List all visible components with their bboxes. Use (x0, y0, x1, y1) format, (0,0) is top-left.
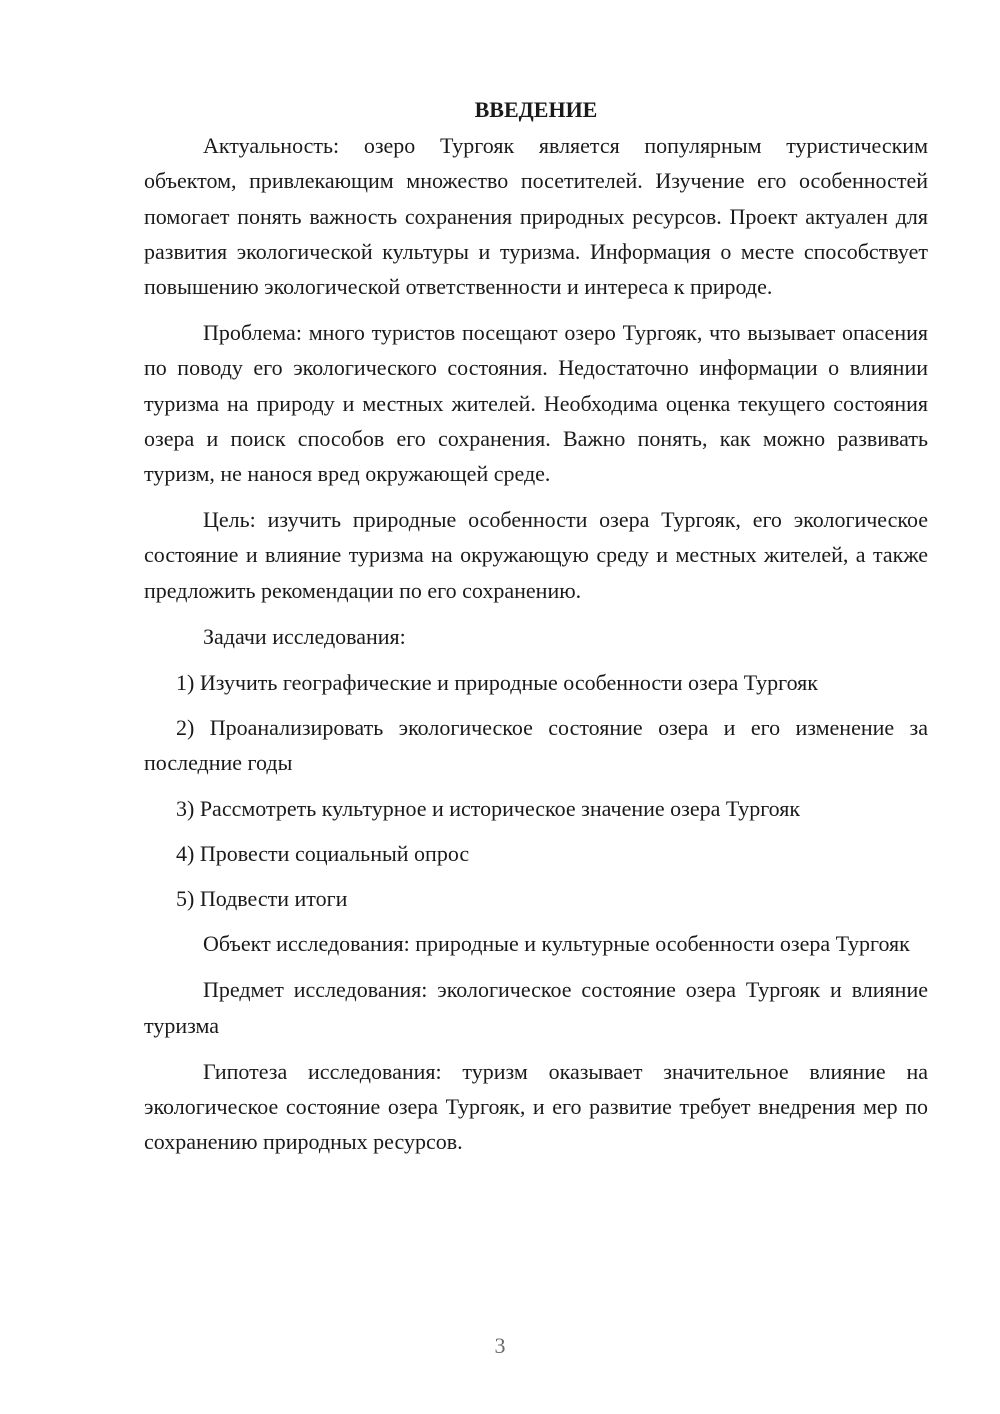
document-page (144, 92, 928, 1170)
page-number: 3 (494, 1333, 506, 1358)
subject-paragraph: Предмет исследования: экологическое состояние озера Тургояк и влияние туризма (144, 977, 928, 1038)
task-item-3: 3) Рассмотреть культурное и историческое значение озера Тургояк (176, 795, 801, 821)
task-item-1: 1) Изучить географические и природные особенности озера Тургояк (176, 670, 818, 696)
problem-paragraph: Проблема: много туристов посещают озеро Тургояк, что вызывает опасения по поводу его экологического состояния. Недостаточно информации о влиянии туризма на природу и местных жителей. Необходима оценка текущего состояния озера и поиск способов его сохранения. Важно понять, как можно развивать туризм, не нанося вред окружающей среде. (144, 320, 928, 487)
page-title: ВВЕДЕНИЕ (474, 97, 598, 122)
object-paragraph: Объект исследования: природные и культурные особенности озера Тургояк (203, 931, 910, 957)
relevance-paragraph: Актуальность: озеро Тургояк является популярным туристическим объектом, привлекающим множество посетителей. Изучение его особенностей помогает понять важность сохранения природных ресурсов. Проект актуален для развития экологической культуры и туризма. Информация о месте способствует повышению экологической ответственности и интереса к природе. (144, 133, 928, 300)
task-item-4: 4) Провести социальный опрос (176, 840, 470, 866)
goal-paragraph: Цель: изучить природные особенности озера Тургояк, его экологическое состояние и влияние туризма на окружающую среду и местных жителей, а также предложить рекомендации по его сохранению. (144, 507, 928, 603)
hypothesis-paragraph: Гипотеза исследования: туризм оказывает значительное влияние на экологическое состояние озера Тургояк, и его развитие требует внедрения мер по сохранению природных ресурсов. (144, 1058, 928, 1155)
tasks-heading: Задачи исследования: (203, 623, 406, 649)
task-item-2: 2) Проанализировать экологическое состояние озера и его изменение за последние годы (144, 715, 928, 776)
task-item-5: 5) Подвести итоги (176, 886, 348, 912)
